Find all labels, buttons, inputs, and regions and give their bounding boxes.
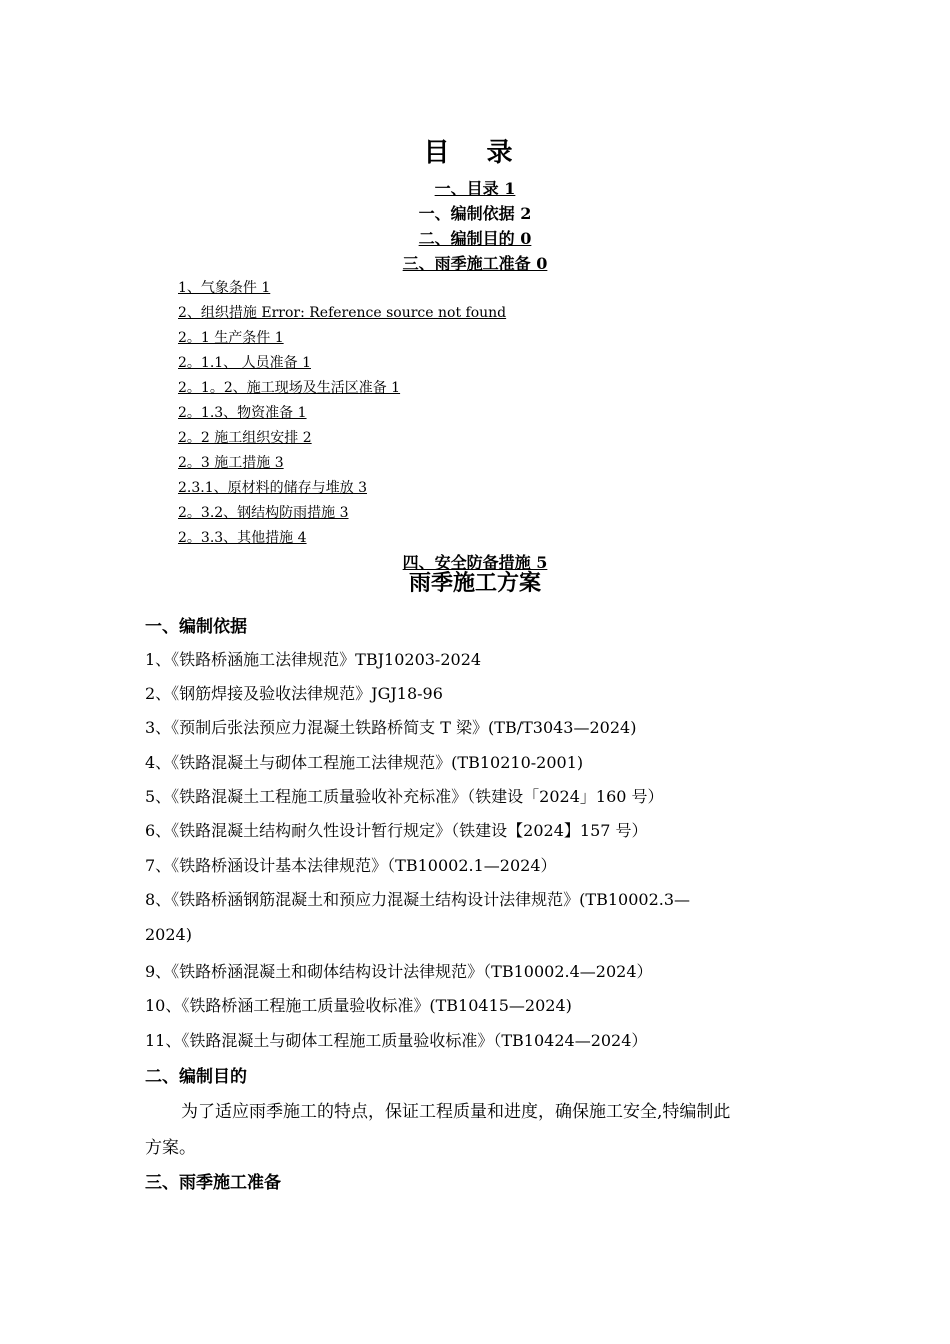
reference-item-continuation: 2024) bbox=[145, 925, 192, 944]
paragraph-line: 为了适应雨季施工的特点，保证工程质量和进度，确保施工安全,特编制此 bbox=[181, 1102, 731, 1122]
toc-entry[interactable]: 一、编制依据 2 bbox=[418, 204, 532, 223]
reference-item: 1、《铁路桥涵施工法律规范》TBJ10203-2024 bbox=[145, 650, 482, 669]
reference-item: 6、《铁路混凝土结构耐久性设计暂行规定》（铁建设【2024】157 号） bbox=[145, 821, 648, 840]
toc-entry[interactable]: 三、雨季施工准备 0 bbox=[402, 254, 548, 273]
toc-subentry[interactable]: 2。3 施工措施 3 bbox=[178, 455, 284, 471]
toc-subentry[interactable]: 1、气象条件 1 bbox=[178, 280, 271, 296]
reference-item: 7、《铁路桥涵设计基本法律规范》（TB10002.1—2024） bbox=[145, 856, 557, 875]
toc-subentry[interactable]: 2、组织措施 Error: Reference source not found bbox=[178, 305, 507, 321]
toc-subentry[interactable]: 2.3.1、原材料的储存与堆放 3 bbox=[178, 480, 367, 496]
toc-entry[interactable]: 四、安全防备措施 5 bbox=[402, 553, 548, 572]
toc-subentry[interactable]: 2。3.2、钢结构防雨措施 3 bbox=[178, 505, 349, 521]
document-title: 雨季施工方案 bbox=[408, 570, 541, 596]
toc-subentry[interactable]: 2。2 施工组织安排 2 bbox=[178, 430, 312, 446]
reference-item: 5、《铁路混凝土工程施工质量验收补充标准》（铁建设「2024」160 号） bbox=[145, 787, 664, 806]
toc-subentry[interactable]: 2。1.3、物资准备 1 bbox=[178, 405, 307, 421]
paragraph-line: 方案。 bbox=[145, 1138, 196, 1158]
reference-item: 11、《铁路混凝土与砌体工程施工质量验收标准》（TB10424—2024） bbox=[145, 1031, 648, 1050]
reference-item: 10、《铁路桥涵工程施工质量验收标准》(TB10415—2024) bbox=[145, 996, 572, 1015]
reference-item: 4、《铁路混凝土与砌体工程施工法律规范》(TB10210-2001) bbox=[145, 753, 584, 772]
toc-entry[interactable]: 一、目录 1 bbox=[434, 179, 516, 198]
toc-title: 目 录 bbox=[423, 138, 527, 168]
section-heading: 三、雨季施工准备 bbox=[145, 1173, 281, 1193]
section-heading: 一、编制依据 bbox=[145, 617, 247, 637]
reference-item: 9、《铁路桥涵混凝土和砌体结构设计法律规范》（TB10002.4—2024） bbox=[145, 962, 653, 981]
toc-subentry[interactable]: 2。1 生产条件 1 bbox=[178, 330, 284, 346]
toc-subentry[interactable]: 2。1。2、施工现场及生活区准备 1 bbox=[178, 380, 401, 396]
toc-subentry[interactable]: 2。1.1、 人员准备 1 bbox=[178, 355, 311, 371]
section-heading: 二、编制目的 bbox=[145, 1067, 247, 1087]
reference-item: 8、《铁路桥涵钢筋混凝土和预应力混凝土结构设计法律规范》(TB10002.3— bbox=[145, 890, 691, 909]
reference-item: 2、《钢筋焊接及验收法律规范》JGJ18-96 bbox=[145, 684, 443, 703]
toc-entry[interactable]: 二、编制目的 0 bbox=[418, 229, 532, 248]
toc-subentry[interactable]: 2。3.3、其他措施 4 bbox=[178, 530, 307, 546]
reference-item: 3、《预制后张法预应力混凝土铁路桥简支 T 梁》(TB/T3043—2024) bbox=[145, 718, 637, 737]
